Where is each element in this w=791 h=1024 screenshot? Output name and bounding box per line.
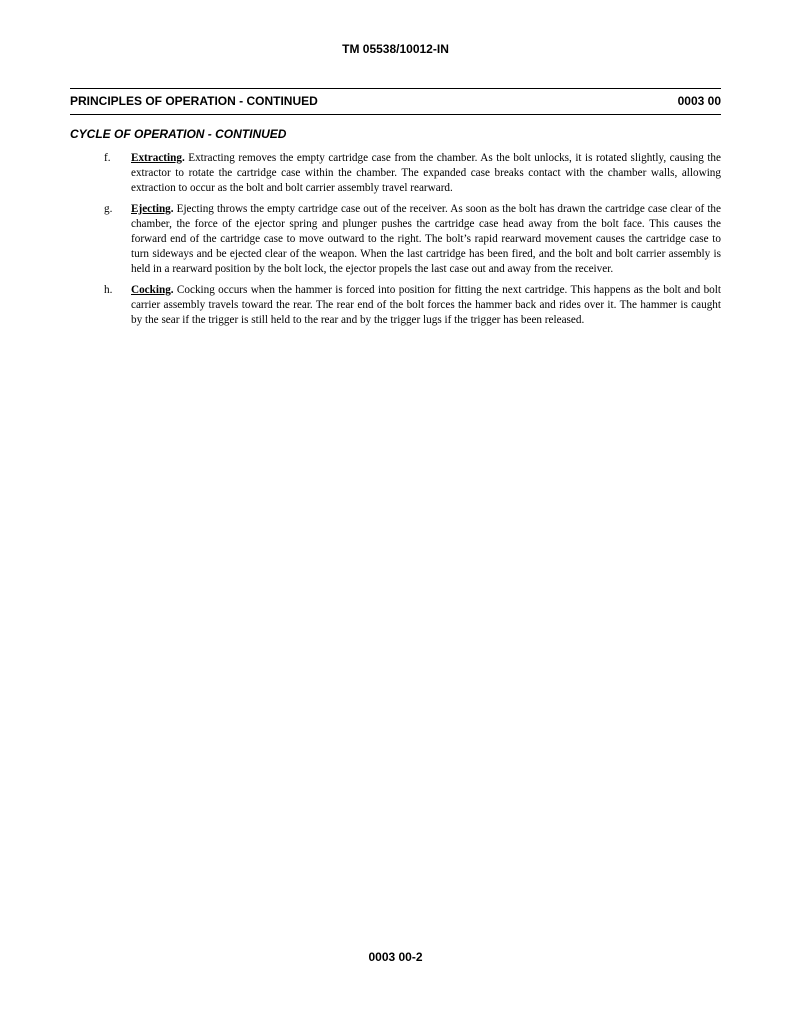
item-letter: f. (104, 152, 111, 164)
document-number: TM 05538/10012-IN (342, 42, 449, 56)
item-term: Extracting (131, 152, 182, 164)
item-body: Cocking. Cocking occurs when the hammer is forced into position for fitting the next cartridge. This happens as the bolt and bolt carrier assembly travels toward the rear. The rear end of the bolt forces the hammer back and rides over it. The hammer is caught by the sear if the trigger is still held to the rear and by the trigger lugs if the trigger has been released. (131, 283, 721, 327)
item-letter: h. (104, 283, 113, 296)
item-text: Ejecting throws the empty cartridge case out of the receiver. As soon as the bolt has drawn the cartridge case clear of the chamber, the force of the ejector spring and plunger pushes the cartridge case head away from the bolt face. This causes the forward end of the cartridge case to move outward to the right. The bolt’s rapid rearward movement causes the cartridge case to turn sideways and be ejected clear of the weapon. When the last cartridge has been fired, and the bolt and bolt carrier assembly is held in a rearward position by the bolt lock, the ejector propels the last case out and away from the receiver. (131, 202, 721, 276)
item-body: Ejecting. Ejecting throws the empty cartridge case out of the receiver. As soon as the bolt has drawn the cartridge case clear of the chamber, the force of the ejector spring and plunger pushes the cartridge case head away from the bolt face. This causes the forward end of the cartridge case to move outward to the right. The bolt’s rapid rearward movement causes the cartridge case to turn sideways and be ejected clear of the weapon. When the last cartridge has been fired, and the bolt and bolt carrier assembly is held in a rearward position by the bolt lock, the ejector propels the last case out and away from the receiver. (131, 202, 721, 276)
subheading: CYCLE OF OPERATION - CONTINUED (70, 127, 287, 141)
header-rule-top (70, 88, 721, 89)
list-item-ejecting (104, 202, 721, 278)
section-title: PRINCIPLES OF OPERATION - CONTINUED (70, 94, 318, 108)
page-number: 0003 00-2 (368, 950, 423, 964)
list-item-extracting (104, 151, 721, 197)
item-text: Cocking occurs when the hammer is forced into position for fitting the next cartridge. This happens as the bolt and bolt carrier assembly travels toward the rear. The rear end of the bolt forces the hammer back and rides over it. The hammer is caught by the sear if the trigger is still held to the rear and by the trigger lugs if the trigger has been released. (131, 283, 721, 327)
section-code: 0003 00 (677, 94, 721, 108)
item-term: Ejecting (131, 202, 171, 215)
section-header (70, 94, 721, 110)
item-list (104, 151, 721, 333)
list-item-cocking (104, 283, 721, 329)
item-letter: g. (104, 202, 113, 215)
item-text: Extracting removes the empty cartridge case from the chamber. As the bolt unlocks, it is rotated slightly, causing the extractor to rotate the cartridge case within the chamber. The expanded case breaks contact with the chamber walls, allowing extraction to occur as the bolt and bolt carrier assembly travel rearward. (131, 152, 721, 195)
item-term: Cocking (131, 283, 171, 296)
header-rule-bottom (70, 114, 721, 115)
item-body: Extracting. Extracting removes the empty cartridge case from the chamber. As the bolt unlocks, it is rotated slightly, causing the extractor to rotate the cartridge case within the chamber. The expanded case breaks contact with the chamber walls, allowing extraction to occur as the bolt and bolt carrier assembly travel rearward. (131, 152, 721, 195)
